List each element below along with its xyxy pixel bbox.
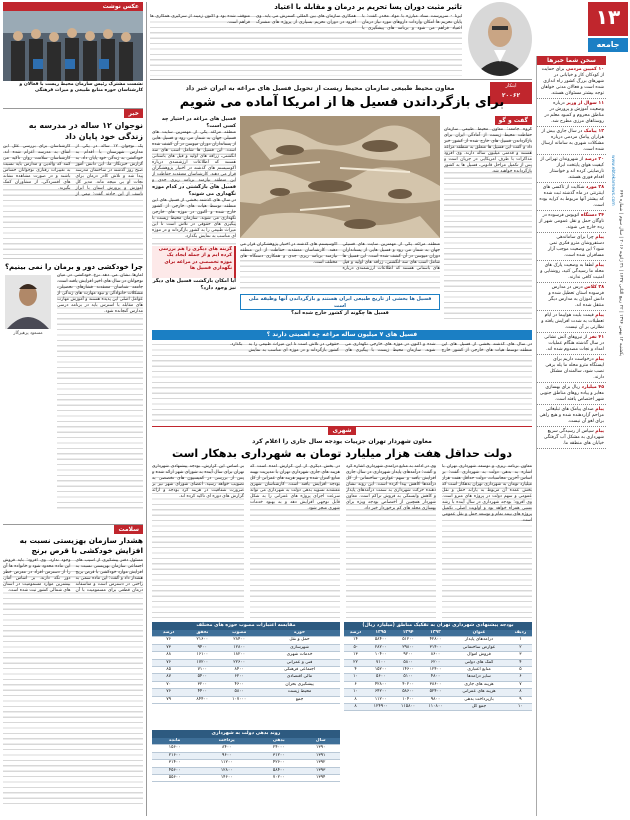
table-row	[152, 775, 340, 782]
table-cell: ۴۲۸۰۰	[422, 637, 449, 644]
page-number-box	[588, 2, 628, 36]
table-cell: ۵۸۰۰	[219, 689, 259, 696]
table-cell: هزینه های عمرانی	[449, 689, 509, 696]
table-row	[344, 667, 532, 674]
table-2	[152, 630, 340, 704]
table-cell: ۷۱۰۰	[185, 667, 219, 674]
table-cell: -۵	[344, 644, 367, 651]
fossil-columns: در سال های گذشته بخشی از فسیل های این منطقه توسط هیات های خارجی از کشور خارج شده و اکنون در موزه های خارجی نگهداری می شوند. سازمان محیط زیست با پیگیری های حقوقی در تلاش است تا این میراث طبیعی را به کشور بازگرداند و در موزه ای مناسب به نمایش بگذارد.	[152, 342, 532, 422]
table-cell: ۴۵۶۰۰	[152, 767, 197, 774]
table-cell: ۱	[509, 637, 532, 644]
sidebar-item-text: درخواست داریم برای ایستگاه مترو محله ما پله برقی نصب شود، سالمندان مشکل دارند.	[545, 356, 604, 380]
sidebar-item-text: از نیروهای آتش نشانی در سال گذشته هنگام عملیات امداد و نجات مصدوم شده اند.	[544, 334, 604, 352]
table-cell: ۶	[344, 681, 367, 688]
table-cell: ۵۸۶۰۰	[394, 689, 421, 696]
feature-body-text: منطقه مراغه یکی از مهمترین سایت های فسیلی جهان به شمار می رود و فسیل هایی از پستانداران دوران میوسن در آن کشف شده است. این فسیل ها شامل اسب های سه انگشتی، زرافه های اولیه و فیل های باستانی هستند که اطلاعات ارزشمندی درباره اکوسیستم های گذشته در اختیار پژوهشگران قرار می دهند. کارشناسان معتقدند حفاظت از این منطقه نیازمند برنامه ریزی جدی و همکاری دستگاه های مختلف است.	[240, 242, 440, 292]
table-cell: ۱۲۴۹۰۰	[367, 704, 394, 711]
table-cell: ۳۸۶۰۰	[422, 681, 449, 688]
table-cell: ۵۴۰۰	[185, 674, 219, 681]
quote-box: فسیل ها بخشی از تاریخ طبیعی ایران هستند و بازگرداندن آنها وظیفه ملی است	[240, 294, 440, 310]
table-header-cell: تحقق	[185, 630, 219, 637]
sidebar-news-item	[537, 127, 606, 155]
table-cell: ۷۳	[152, 644, 185, 651]
sidebar-news-item	[537, 427, 606, 449]
city-col-3: در بخش دیگری از این گزارش آمده است که هزینه های جاری شهرداری تهران با مدیریت بهینه منابع کنترل شده و سهم هزینه های عمرانی از کل بودجه افزایش یافته است. کارشناسان شهری معتقدند تسویه بدهی دولت به شهرداری می تواند سرعت اجرای پروژه های عمرانی را به شکل قابل توجهی افزایش دهد و به بهبود خدمات شهری منجر شود.	[250, 464, 340, 618]
table-header-cell: ۱۳۹۳	[422, 630, 449, 637]
table-cell: ۴۰۲۰۰	[394, 681, 421, 688]
table-cell: ۱۰	[344, 689, 367, 696]
sidebar-item-lead: ۳۴ دستگاه	[579, 212, 604, 218]
sidebar-item-lead: پیام	[593, 312, 604, 318]
sidebar-item-lead: ۲۸ مورد	[584, 184, 604, 190]
website[interactable]: www.ebtekarnews.com	[610, 155, 615, 206]
table-cell: ۱۰۴۰۰	[367, 652, 394, 659]
table-cell: ۱۱۰۸۰۰	[422, 704, 449, 711]
interview-portrait	[468, 2, 532, 76]
section-label: جامعه	[588, 38, 628, 52]
table-cell: ۴	[344, 667, 367, 674]
table-row	[152, 659, 340, 666]
table-cell: کمک های دولتی	[449, 659, 509, 666]
table-cell: ۴۲۶۰۰	[256, 760, 301, 767]
table-cell: ۱۰	[509, 704, 532, 711]
table-cell: ۱۰۷۰۰۰	[219, 696, 259, 703]
sidebar-item-text: ریال برای بهسازی معابر و پیاده روهای مناطق جنوبی شهر اختصاص یافته است.	[539, 384, 604, 402]
table-cell: ۲۱۶۰۰	[152, 752, 197, 759]
badge-number: ۲۰۰۶۲	[501, 92, 521, 99]
table-cell: ۷۰۲۰۰	[256, 775, 301, 782]
lead-text: گروه جامعه: معاون محیط طبیعی سازمان حفاظت محیط زیست از آمادگی ایران برای بازگرداندن فسیل های خارج شده از کشور خبر داد و گفت این فسیل ها متعلق به منطقه مراغه هستند و قدمتی میلیون ساله دارند. وی افزود مذاکرات با طرف امریکایی در جریان است و پس از تکمیل مراحل قانونی، فسیل ها به کشور بازگردانده خواهند شد.	[444, 127, 532, 322]
table-cell: ۸۴۰۰	[219, 667, 259, 674]
table-row	[344, 644, 532, 651]
table-cell: ۵۶۰۰	[367, 674, 394, 681]
table-cell: ۷۰	[152, 681, 185, 688]
table-header-cell: درصد	[152, 630, 185, 637]
sidebar-item-text: درباره وضعیت آموزش و پرورش در مناطق محروم و کمبود معلم در روستاهای مرزی مطرح شد.	[544, 100, 604, 124]
table-cell: ۹۸۰۰	[422, 696, 449, 703]
table-row	[344, 681, 532, 688]
table-cell: ۵۵۶۰۰	[152, 775, 197, 782]
table-header-cell: درصد	[344, 630, 367, 637]
table-cell: ۸۸	[152, 652, 185, 659]
budget-table-3	[152, 730, 340, 816]
table-header-cell: بدهی	[256, 738, 301, 745]
sidebar-news-item	[537, 211, 606, 233]
table-cell: ۸۴۰۰	[197, 745, 256, 752]
sidebar-item-text: درس در مدارس فرسوده استان تعطیل شده و دانش آموزان به مدارس دیگر منتقل شده اند.	[548, 284, 604, 308]
sidebar-item-text: در سال جاری بیش از هزاران پیامک مردمی درباره مشکلات شهری به سامانه ارسال شده است.	[541, 128, 604, 152]
news-header: خبر	[124, 109, 143, 118]
city-kicker: معاون شهردار تهران جزییات بودجه سال جاری را اعلام کرد	[252, 438, 432, 445]
table-cell: جمع	[259, 696, 340, 703]
table-cell: منابع اعتباری	[449, 667, 509, 674]
table-cell: ۱۲۴۰۰	[422, 667, 449, 674]
table-cell: ۵۸۴۰۰	[256, 767, 301, 774]
table-cell: مالی اقتصادی	[259, 674, 340, 681]
table-cell: ۸۴۴۰۰	[185, 696, 219, 703]
table-header-cell: مانده	[152, 738, 197, 745]
sidebar-news-item	[537, 261, 606, 283]
city-col-2: وی در ادامه به منابع درآمدی شهرداری اشاره کرد و گفت: درآمدهای پایدار شهرداری در سال جاری افزایش یافته و سهم عوارض ساختمانی از کل درآمدها کاهش پیدا کرده است. این روند نشان دهنده حرکت شهرداری به سمت درآمدهای پایدار و کاهش وابستگی به فروش تراکم است. معاون شهردار همچنین از اختصاص بودجه ویژه برای بهسازی محله های کم برخوردار خبر داد.	[346, 464, 436, 618]
table-row	[152, 752, 340, 759]
table-header-cell: مصوب	[219, 630, 259, 637]
table-cell: ۷۶	[152, 689, 185, 696]
table-cell: ۵۱۲۰۰	[394, 637, 421, 644]
table-cell: عوارض ساختمانی	[449, 644, 509, 651]
table-cell: بازپرداخت بدهی	[449, 696, 509, 703]
table-row	[152, 644, 340, 651]
news-title: نوجوان ۱۲ ساله در مدرسه به زندگی خود پایان داد	[28, 121, 143, 142]
question-3: آیا امکان بازگشت فسیل های دیگر نیز وجود دارد؟	[152, 278, 236, 291]
table-1	[344, 630, 532, 711]
city-section-tag	[152, 426, 532, 435]
sidebar-item-lead: پیام	[593, 262, 604, 268]
table-cell: ۲۲۶۰۰	[219, 659, 259, 666]
author-name: مسعود پرهیزگار	[13, 331, 43, 337]
sidebar-item-text: صدای پیامک های تبلیغاتی مزاحم آزاردهنده شده و هیچ راهی برای لغو آن نیست.	[539, 406, 604, 424]
sidebar-news-item	[537, 155, 606, 183]
table-cell: ۲۴۰۰۰	[256, 745, 301, 752]
table-cell: ۱۳۹۱	[301, 752, 340, 759]
sidebar-item-text: چرا برای ساماندهی دستفروشان مترو فکری نمی شود؟ این وضعیت موجب آزار مسافران شده است.	[547, 234, 604, 258]
sidebar-item-lead: ۱۱ سوال از وزیر	[564, 100, 604, 106]
table-cell: ۲۱۶۰۰	[185, 637, 219, 644]
table-cell: حمل و نقل	[259, 637, 340, 644]
author-figure	[5, 275, 51, 329]
table-cell: ۷۶	[152, 637, 185, 644]
lead-column	[444, 116, 532, 326]
city-section: شهری	[328, 427, 355, 435]
divider-text: فسیل های ۷ میلیون ساله مراغه چه اهمیتی دارند ؟	[266, 331, 418, 338]
feature-headline: برای بازگرداندن فسیل ها از امریکا آماده می شویم	[179, 95, 505, 110]
table-row	[344, 637, 532, 644]
table-cell: ۱۱۲۰۰	[367, 696, 394, 703]
table-cell: ۸۶۰۰	[422, 652, 449, 659]
table-cell: ۴۸۰۰	[422, 674, 449, 681]
table-cell: ۴	[509, 659, 532, 666]
news-sub-text: آمارها نشان می دهد نرخ خودکشی در میان نوجوانان در سال های اخیر افزایش یافته است. جامعه شناسان معتقدند فشارهای تحصیلی، مشکلات خانوادگی و نبود مهارت های زندگی از عوامل اصلی این پدیده هستند و آموزش مهارت های مقابله با استرس باید در برنامه درسی مدارس گنجانده شود.	[57, 273, 143, 509]
table-header-cell: حوزه	[259, 630, 340, 637]
date-line: یکشنبه ۱۲ بهمن ۱۳۹۴ | ۲۲ ربیع الثانی ۱۴۳۷ | ۳۱ ژانویه ۲۰۱۶ | سال سوم | شماره ۴۴۹	[618, 189, 623, 356]
table-cell: ۱۴۶۰۰	[394, 667, 421, 674]
table-cell: ۸	[344, 704, 367, 711]
table-header-cell: ۱۳۹۵	[367, 630, 394, 637]
sidebar-header: سخن شما خبرها	[537, 56, 606, 65]
table-row	[152, 674, 340, 681]
table-row	[344, 674, 532, 681]
sidebar-news-item	[537, 183, 606, 211]
table-cell: ۹۲۰۰	[394, 652, 421, 659]
fossil-photo-art	[240, 116, 440, 238]
table-header-cell: پرداخت	[197, 738, 256, 745]
sidebar-item-text: شکایت از تاکسی های اینترنتی در ماه گذشته ثبت شده که بیشتر آنها مربوط به کرایه بوده است.	[539, 184, 604, 208]
table-cell: ۱۰	[344, 674, 367, 681]
author-photo	[5, 275, 51, 329]
interview-title: تاثیر مثبت دوران پسا تحریم بر درمان و مقابله با اعتیاد	[274, 3, 462, 11]
health-block	[3, 524, 143, 816]
question-4: فسیل ها چگونه از کشور خارج شده اند؟	[291, 310, 389, 316]
side-photo-block	[3, 2, 143, 106]
sidebar-news-item	[537, 355, 606, 383]
table-cell: شهرسازی	[259, 644, 340, 651]
qa-text-2: در سال های گذشته بخشی از فسیل های این منطقه توسط هیات های خارجی از کشور خارج شده و اکنون در موزه های خارجی نگهداری می شوند. سازمان محیط زیست با پیگیری های حقوقی در تلاش است تا این میراث طبیعی را به کشور بازگرداند و در موزه ای مناسب به نمایش بگذارد.	[152, 198, 236, 246]
table-cell: ۱۵۶۰۰	[152, 745, 197, 752]
sidebar-item-lead: پیام	[593, 234, 604, 240]
feature-kicker: معاون محیط طبیعی سازمان محیط زیست از تحویل فسیل های مراغه به ایران خبر داد	[185, 84, 455, 92]
table-row	[152, 745, 340, 752]
table-cell: سایر درآمدها	[449, 674, 509, 681]
table-3	[152, 738, 340, 782]
table-cell: ۹۶۰۰	[197, 752, 256, 759]
sidebar-item-text: سپاس از رسیدگی سریع شهرداری به مشکل آب گرفتگی خیابان های منطقه ما.	[543, 428, 604, 446]
city-col-1: معاون برنامه ریزی و توسعه شهرداری تهران با اشاره به بدهی دولت به شهرداری گفت: بر اساس آخرین محاسبات، دولت حداقل هفت هزار میلیارد تومان به شهرداری تهران بدهکار است که بخش عمده آن مربوط به یارانه حمل و نقل عمومی و سهم دولت در پروژه های مترو است. وی افزود: بودجه شهرداری در سال آینده با رشد نسبی همراه خواهد بود و اولویت اصلی، تکمیل پروژه های نیمه تمام و توسعه حمل و نقل عمومی است.	[442, 464, 532, 618]
table-cell: ۱۶۱۰۰	[185, 652, 219, 659]
table-cell: ۵۲۴۰۰	[422, 689, 449, 696]
table-cell: ۹۴۰۰	[185, 644, 219, 651]
interview-teaser	[150, 2, 532, 80]
table-cell: ۴۲۸۰۰	[367, 681, 394, 688]
table-row	[344, 689, 532, 696]
table-cell: ۸	[509, 689, 532, 696]
table-row	[344, 696, 532, 703]
table-cell: ۶	[509, 674, 532, 681]
sidebar-item-lead: ۱۲ پیامک	[582, 128, 604, 134]
table-cell: ۷۶	[152, 659, 185, 666]
badge-label: ابتکار	[505, 83, 517, 89]
table-cell: درآمدهای پایدار	[449, 637, 509, 644]
table-row	[344, 652, 532, 659]
table-cell: محیط زیست	[259, 689, 340, 696]
group-photo	[3, 11, 143, 81]
table-cell: ۳۱۴۰۰	[152, 760, 197, 767]
section-tag: گفت و گو	[495, 116, 532, 125]
table-row	[152, 637, 340, 644]
table-cell: فنی و عمرانی	[259, 659, 340, 666]
portrait-figure	[468, 2, 532, 76]
table-cell: ۱۱۲۰۰	[197, 760, 256, 767]
table-cell: ۳۱۴۰۰	[422, 644, 449, 651]
table-1-title: بودجه پیشنهادی شهرداری تهران به تفکیک مناطق (میلیارد ریال)	[344, 622, 532, 630]
quote-bold: گزینه های دیگری را هم بررسی کرده ایم و از جمله ایجاد یک موزه تخصصی در مراغه برای نگهداری فسیل ها	[152, 246, 236, 278]
news-sub-title: چرا خودکشی دور و برمان را نمی بینیم؟	[3, 258, 143, 273]
sidebar-item-lead: پیام	[593, 428, 604, 434]
sidebar-news-item	[537, 65, 606, 99]
budget-table-1	[344, 622, 532, 816]
table-row	[152, 652, 340, 659]
sidebar-list	[537, 65, 606, 449]
qa-column	[152, 116, 236, 326]
sidebar-item-text: برای حمایت از کودکان کار و خیابانی در شهرهای بزرگ کشور راه اندازی شده است و فعالان مدنی خواهان توجه بیشتر مسئولان هستند.	[540, 66, 604, 96]
sidebar-item-lead: ۲۰ درصد	[583, 156, 604, 162]
table-row	[152, 689, 340, 696]
table-cell: ۱۳۹۲	[301, 760, 340, 767]
table-cell: هزینه های جاری	[449, 681, 509, 688]
table-cell: خدمات شهری	[259, 652, 340, 659]
table-row	[152, 767, 340, 774]
table-cell: ۶۲۰۰	[422, 659, 449, 666]
table-header-cell: عنوان	[449, 630, 509, 637]
table-cell: ۶۴۲۰۰	[367, 689, 394, 696]
table-cell: ۹	[509, 696, 532, 703]
question-2: فسیل های بازگشتی در کدام موزه نگهداری می شوند؟	[152, 184, 236, 197]
table-cell: ۲۲	[344, 659, 367, 666]
table-cell: ۱۴۶۰۰	[197, 775, 256, 782]
table-header-cell: ردیف	[509, 630, 532, 637]
news-block	[3, 108, 143, 520]
group-photo-figures	[3, 11, 143, 81]
question-1: فسیل های مراغه در اختیار چه کسی است؟	[161, 116, 236, 129]
table-cell: ۱۰۴۰۰	[394, 696, 421, 703]
sidebar-item-text: اتوبوس فرسوده در ناوگان حمل و نقل عمومی شهر از رده خارج می شوند.	[539, 212, 604, 230]
sidebar-news-item	[537, 283, 606, 311]
news-text: یک نوجوان ۱۲ ساله در یکی از مدارس شهرستان با اقدام به خودکشی به زندگی خود پایان داد. به گزارش خبرنگار ما، این دانش آموز صبح روز گذشته در ساختمان مدرسه پیدا شد و تلاش کادر درمان برای نجات او بی نتیجه ماند. مدیر کل آموزش و پرورش استان با ابراز تاسف از این حادثه گفت: تیمی از کارشناسان برای بررسی علل این اتفاق به مدرسه اعزام شده اند. کارشناسان سلامت روان تاکید می کنند که والدین و مدارس باید نسبت به تغییرات رفتاری نوجوانان حساس باشند و در صورت مشاهده نشانه های افسردگی، از مشاوران کمک بگیرند.	[3, 144, 143, 258]
table-cell: ۳۲۰۰	[185, 681, 219, 688]
table-header-cell: ۱۳۹۴	[394, 630, 421, 637]
table-cell: ۴۶۰۰	[219, 681, 259, 688]
page-number: ۱۳	[595, 5, 621, 29]
table-2-title: مقایسه اعتبارات مصوب حوزه های مختلف	[152, 622, 340, 630]
table-cell: ۳	[509, 652, 532, 659]
sidebar-news-item	[537, 405, 606, 427]
sidebar-item-lead: ۱۰ کمپین مردمی	[564, 66, 604, 72]
table-cell: ۱۸۲۰۰	[219, 652, 259, 659]
sidebar-item-lead: ۳۸ کلاس	[582, 284, 604, 290]
table-3-title: روند بدهی دولت به شهرداری	[152, 730, 340, 738]
table-cell: اجتماعی فرهنگی	[259, 667, 340, 674]
table-cell: ۱۲۸۰۰	[197, 767, 256, 774]
table-cell: ۷۹	[152, 696, 185, 703]
table-cell: ۵۸۰۰	[394, 659, 421, 666]
table-cell: جمع کل	[449, 704, 509, 711]
table-cell: فروش اموال	[449, 652, 509, 659]
sidebar-item-text: لطفا به وضعیت پارک های محله ما رسیدگی کنید، روشنایی و امنیت کافی ندارند.	[540, 262, 604, 280]
table-cell: ۱۴	[344, 637, 367, 644]
table-cell: ۷۱۰۰	[367, 659, 394, 666]
table-row	[344, 704, 532, 711]
table-cell: ۱۲۸۰۰	[219, 644, 259, 651]
table-row	[152, 681, 340, 688]
table-cell: ۲۸۴۰۰	[219, 637, 259, 644]
column-rule-left	[146, 2, 147, 816]
table-row	[152, 667, 340, 674]
table-cell: ۲۹۸۰۰	[394, 644, 421, 651]
table-cell: ۱۳۹۳	[301, 767, 340, 774]
fossil-photo	[240, 116, 440, 238]
table-cell: ۸۷	[152, 674, 185, 681]
city-col-4: بر اساس این گزارش، بودجه پیشنهادی شهرداری تهران برای سال آینده به شورای شهر ارائه شده و پس از بررسی در کمیسیون های تخصصی به تصویب خواهد رسید. اعضای شورای شهر نیز بر ضرورت شفافیت در هزینه کرد بودجه و ارائه گزارش های دوره ای تاکید کرده اند.	[152, 464, 244, 618]
sidebar-news-item	[537, 233, 606, 261]
feature-divider	[152, 330, 532, 340]
sidebar-item-lead: پیام	[593, 406, 604, 412]
table-cell: ۱۳۹۴	[301, 775, 340, 782]
city-body	[152, 464, 532, 620]
table-cell: ۵۱۰۰	[394, 674, 421, 681]
table-cell: ۸	[344, 696, 367, 703]
sidebar-item-lead: ۴۵ میلیارد	[579, 384, 604, 390]
sidebar-item-text: قیمت بلیت هواپیما در ایام تعطیلات به شدت افزایش یافته و نظارتی بر آن نیست.	[541, 312, 604, 330]
sidebar-item-text: از شهروندان تهرانی از کیفیت هوای پایتخت ابراز نارضایتی کرده اند و خواستار اقدام فوری هستند.	[540, 156, 604, 180]
table-cell: ۵	[509, 667, 532, 674]
table-cell: ۵۸۴۰۰	[367, 637, 394, 644]
table-cell: ۱۱۵۸۰۰	[394, 704, 421, 711]
city-headline: دولت حداقل هفت هزار میلیارد تومان به شهرداری بدهکار است	[171, 447, 513, 460]
table-cell: ۱۵۲۰۰	[367, 667, 394, 674]
side-photo-header: عکس نوشت	[3, 2, 143, 11]
interview-text: ایرنا - سرپرست ستاد مبارزه با مواد مخدر گفت: با پایان تحریم ها امکان واردات داروهای مورد نیاز درمان اعتیاد فراهم می شود و برنامه های پیشگیری با همکاری سازمان های بین المللی گسترش می یابد. وی افزود در دوران تحریم بسیاری از پروژه های مشترک متوقف شده بود و اکنون زمینه از سرگیری همکاری ها فراهم است.	[150, 14, 462, 76]
table-cell: ۸۵	[152, 667, 185, 674]
table-cell: ۱۷۲۰۰	[185, 659, 219, 666]
table-cell: ۴۴۰۰	[185, 689, 219, 696]
table-cell: ۳۱۲۰۰	[256, 752, 301, 759]
table-cell: پیشگیری بحران	[259, 681, 340, 688]
health-title: هشدار سازمان بهزیستی نسبت به افزایش خودکشی با قرص برنج	[19, 536, 143, 556]
qa-text-1: منطقه مراغه یکی از مهمترین سایت های فسیلی جهان به شمار می رود و فسیل هایی از پستانداران دوران میوسن در آن کشف شده است. این فسیل ها شامل اسب های سه انگشتی، زرافه های اولیه و فیل های باستانی هستند که اطلاعات ارزشمندی درباره اکوسیستم های گذشته در اختیار پژوهشگران قرار می دهند. کارشناسان معتقدند حفاظت از این منطقه نیازمند برنامه ریزی جدی و	[152, 130, 236, 183]
feature-body	[240, 242, 440, 326]
table-cell: ۱۳	[344, 652, 367, 659]
table-row	[344, 659, 532, 666]
side-photo-caption: نشست مشترک رئیس سازمان محیط زیست با فعالان و کارشناسان حوزه منابع طبیعی و میراث فرهنگی	[19, 82, 143, 94]
sidebar-item-lead: پیام	[593, 356, 604, 362]
sidebar-news-item	[537, 383, 606, 405]
table-cell: ۱۳۹۰	[301, 745, 340, 752]
sidebar-news-item	[537, 333, 606, 355]
table-cell: ۲	[509, 644, 532, 651]
budget-table-2	[152, 622, 340, 722]
table-row	[152, 696, 340, 703]
table-header-cell: سال	[301, 738, 340, 745]
health-header: سلامت	[114, 525, 143, 534]
sidebar-news-item	[537, 311, 606, 333]
table-cell: ۷	[509, 681, 532, 688]
table-cell: ۲۸۲۰۰	[367, 644, 394, 651]
table-row	[152, 760, 340, 767]
table-cell: ۶۲۰۰	[219, 674, 259, 681]
sidebar	[536, 56, 606, 816]
health-text: مسئول دفتر پیشگیری از آسیب های اجتماعی سازمان بهزیستی نسبت به افزایش موارد خودکشی با قرص برنج هشدار داد و گفت: این ماده سمی به راحتی در دسترس است و متاسفانه درمان قطعی برای مسمومیت با آن وجود ندارد. وی افزود: باید فروش این ماده محدود شود و خانواده ها آن را از دسترس افراد در معرض خطر دور نگه دارند. بر اساس آمار، بیشترین موارد مسمومیت در استان های شمالی کشور ثبت شده است.	[3, 558, 143, 808]
sidebar-news-item	[537, 99, 606, 127]
sidebar-item-lead: ۴۱ نفر	[587, 334, 604, 340]
